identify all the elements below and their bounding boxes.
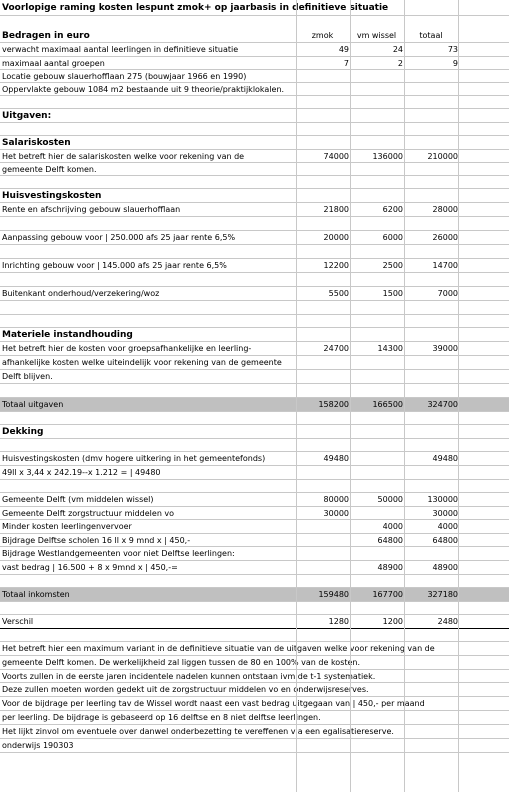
- cell-zmok: [296, 602, 349, 614]
- grid-column-line: [350, 0, 351, 792]
- cell-vm-wissel: [350, 547, 403, 560]
- cell-totaal: 28000: [432, 205, 458, 214]
- cell-totaal: 39000: [432, 344, 458, 353]
- cell-vm-wissel: 2500: [382, 261, 403, 270]
- table-row: [0, 452, 509, 466]
- table-row: [0, 480, 509, 493]
- cell-vm-wissel: 1500: [382, 289, 403, 298]
- cell-totaal: [404, 439, 458, 451]
- cell-totaal: [404, 575, 458, 587]
- table-row: [0, 384, 509, 398]
- cell-zmok: [296, 136, 349, 149]
- table-row: [0, 683, 509, 697]
- table-row: [0, 602, 509, 615]
- header-label: Bedragen in euro: [2, 31, 90, 41]
- table-row: [0, 629, 509, 642]
- cell-vm-wissel: [350, 245, 403, 258]
- cell-vm-wissel: [350, 656, 403, 669]
- cell-zmok: 5500: [328, 289, 349, 298]
- table-row: [0, 575, 509, 588]
- cell-totaal: [404, 697, 458, 710]
- table-row: [0, 466, 509, 480]
- row-label: Locatie gebouw slauerhofflaan 275 (bouwjaar 1966 en 1990): [2, 72, 247, 81]
- table-row: [0, 176, 509, 189]
- cell-totaal: [404, 301, 458, 314]
- cell-vm-wissel: [350, 384, 403, 397]
- cell-vm-wissel: [350, 739, 403, 752]
- cell-zmok: 20000: [323, 233, 349, 242]
- cell-zmok: [296, 697, 349, 710]
- cell-zmok: 21800: [323, 205, 349, 214]
- row-label: maximaal aantal groepen: [2, 59, 105, 68]
- row-label: Huisvestingskosten: [2, 191, 102, 201]
- cell-vm-wissel: [350, 697, 403, 710]
- cell-zmok: [296, 370, 349, 383]
- cell-totaal: [404, 602, 458, 614]
- cell-vm-wissel: [350, 189, 403, 202]
- row-label: Salariskosten: [2, 138, 71, 148]
- row-label: Het betreft hier de salariskosten welke voor rekening van de: [2, 152, 245, 161]
- cell-vm-wissel: [350, 109, 403, 122]
- cell-totaal: [404, 217, 458, 230]
- cell-vm-wissel: 167700: [372, 590, 403, 599]
- cell-zmok: [296, 217, 349, 230]
- cell-zmok: [296, 439, 349, 451]
- row-label: Verschil: [2, 617, 34, 626]
- cell-zmok: 49: [338, 45, 349, 54]
- cell-zmok: [296, 109, 349, 122]
- table-row: [0, 342, 509, 356]
- row-label: Bijdrage Delftse scholen 16 ll x 9 mnd x | 450,-: [2, 536, 191, 545]
- cell-zmok: [296, 629, 349, 641]
- table-row: [0, 96, 509, 109]
- cell-vm-wissel: [350, 315, 403, 327]
- cell-totaal: [404, 425, 458, 438]
- cell-zmok: [296, 480, 349, 492]
- cell-zmok: 74000: [323, 152, 349, 161]
- cell-totaal: 48900: [432, 563, 458, 572]
- cell-zmok: 159480: [318, 590, 349, 599]
- table-row: [0, 273, 509, 287]
- row-label: Minder kosten leerlingenvervoer: [2, 522, 132, 531]
- table-row: [0, 287, 509, 301]
- table-row: [0, 328, 509, 342]
- cell-zmok: 30000: [323, 509, 349, 518]
- cell-totaal: [404, 370, 458, 383]
- cell-vm-wissel: [350, 466, 403, 479]
- row-label: Delft blijven.: [2, 372, 53, 381]
- row-label: Uitgaven:: [2, 111, 52, 121]
- row-label: Buitenkant onderhoud/verzekering/woz: [2, 289, 160, 298]
- cell-vm-wissel: 64800: [377, 536, 403, 545]
- cell-totaal: 4000: [437, 522, 458, 531]
- cell-zmok: [296, 575, 349, 587]
- cell-totaal: [404, 547, 458, 560]
- cell-zmok: [296, 273, 349, 286]
- table-row: [0, 231, 509, 245]
- cell-vm-wissel: [350, 96, 403, 108]
- cell-totaal: [404, 328, 458, 341]
- cell-totaal: [404, 273, 458, 286]
- cell-zmok: [296, 123, 349, 135]
- table-row: [0, 43, 509, 57]
- header-col-zmok: zmok: [311, 31, 334, 40]
- cell-vm-wissel: [350, 328, 403, 341]
- table-row: [0, 493, 509, 507]
- cell-totaal: [404, 670, 458, 682]
- table-row: [0, 245, 509, 259]
- table-row: [0, 123, 509, 136]
- table-row: [0, 670, 509, 683]
- table-row: [0, 547, 509, 561]
- cell-zmok: [296, 70, 349, 82]
- row-label: Bijdrage Westlandgemeenten voor niet Delftse leerlingen:: [2, 549, 235, 558]
- cell-zmok: [296, 245, 349, 258]
- cell-vm-wissel: [350, 452, 403, 465]
- title-row: [0, 0, 509, 16]
- table-row: [0, 57, 509, 70]
- grid-column-line: [296, 0, 297, 792]
- cell-vm-wissel: [350, 370, 403, 383]
- table-row: [0, 697, 509, 711]
- row-label: per leerling. De bijdrage is gebaseerd op 16 delftse en 8 niet delftse leerlingen.: [2, 713, 321, 722]
- cell-vm-wissel: [350, 217, 403, 230]
- cell-zmok: [296, 547, 349, 560]
- cell-totaal: [404, 656, 458, 669]
- row-label: Huisvestingskosten (dmv hogere uitkering in het gemeentefonds): [2, 454, 266, 463]
- row-label: afhankelijke kosten welke uiteindelijk voor rekening van de gemeente: [2, 358, 282, 367]
- cell-totaal: 2480: [437, 617, 458, 626]
- cell-zmok: [296, 83, 349, 95]
- cell-vm-wissel: [350, 602, 403, 614]
- row-label: Het lijkt zinvol om eventuele over danwel onderbezetting te vereffenen via een egalisatiereserve.: [2, 727, 394, 736]
- cell-totaal: 324700: [427, 400, 458, 409]
- cell-vm-wissel: [350, 301, 403, 314]
- cell-totaal: [404, 163, 458, 175]
- cell-vm-wissel: [350, 83, 403, 95]
- sheet-title: Voorlopige raming kosten lespunt zmok+ op jaarbasis in definitieve situatie: [2, 3, 389, 13]
- header-col-totaal: totaal: [419, 31, 443, 40]
- cell-totaal: [404, 109, 458, 122]
- cell-zmok: [296, 534, 349, 546]
- table-row: [0, 70, 509, 83]
- table-row: [0, 656, 509, 670]
- row-label: Voorts zullen in de eerste jaren incidentele nadelen kunnen ontstaan ivm de t-1 systematiek.: [2, 672, 376, 681]
- header-row: [0, 16, 509, 43]
- row-label: Inrichting gebouw voor | 145.000 afs 25 jaar rente 6,5%: [2, 261, 227, 270]
- cell-totaal: [404, 189, 458, 202]
- cell-totaal: 130000: [427, 495, 458, 504]
- cell-totaal: [404, 136, 458, 149]
- cell-vm-wissel: 48900: [377, 563, 403, 572]
- table-row: [0, 588, 509, 602]
- row-label: gemeente Delft komen.: [2, 165, 97, 174]
- table-row: [0, 425, 509, 439]
- table-row: [0, 642, 509, 656]
- table-row: [0, 507, 509, 520]
- cell-totaal: [404, 739, 458, 752]
- cell-zmok: [296, 739, 349, 752]
- row-label: onderwijs 190303: [2, 741, 74, 750]
- table-row: [0, 711, 509, 725]
- cell-vm-wissel: [350, 176, 403, 188]
- cell-vm-wissel: [350, 356, 403, 369]
- cell-totaal: 327180: [427, 590, 458, 599]
- cell-vm-wissel: 14300: [377, 344, 403, 353]
- cell-totaal: [404, 466, 458, 479]
- table-row: [0, 109, 509, 123]
- table-row: [0, 534, 509, 547]
- cell-zmok: [296, 412, 349, 424]
- cell-zmok: [296, 520, 349, 533]
- cell-zmok: 12200: [323, 261, 349, 270]
- cell-vm-wissel: [350, 480, 403, 492]
- cell-vm-wissel: [350, 412, 403, 424]
- cell-totaal: 73: [447, 45, 458, 54]
- grid-column-line: [458, 0, 459, 792]
- cell-totaal: 26000: [432, 233, 458, 242]
- row-label: Voor de bijdrage per leerling tav de Wissel wordt naast een vast bedrag uitgegaan van | 450,- per maand: [2, 699, 425, 708]
- cell-totaal: [404, 725, 458, 738]
- table-row: [0, 356, 509, 370]
- cell-zmok: 158200: [318, 400, 349, 409]
- table-row: [0, 370, 509, 384]
- cell-zmok: 7: [343, 59, 349, 68]
- row-label: Deze zullen moeten worden gedekt uit de zorgstructuur middelen vo en onderwijsreserves.: [2, 685, 369, 694]
- cell-vm-wissel: 136000: [372, 152, 403, 161]
- table-row: [0, 301, 509, 315]
- cell-totaal: [404, 70, 458, 82]
- cell-zmok: [296, 328, 349, 341]
- table-row: [0, 315, 509, 328]
- table-row: [0, 725, 509, 739]
- cell-zmok: [296, 683, 349, 696]
- header-col-vm-wissel: vm wissel: [356, 31, 397, 40]
- cell-zmok: [296, 561, 349, 574]
- cell-totaal: [404, 711, 458, 724]
- grid-column-line: [404, 0, 405, 792]
- cell-vm-wissel: [350, 425, 403, 438]
- cell-zmok: [296, 176, 349, 188]
- cell-vm-wissel: [350, 70, 403, 82]
- row-label: Rente en afschrijving gebouw slauerhofflaan: [2, 205, 181, 214]
- row-label: Totaal inkomsten: [2, 590, 70, 599]
- row-label: gemeente Delft komen. De werkelijkheid zal liggen tussen de 80 en 100% van de kosten.: [2, 658, 361, 667]
- cell-vm-wissel: 2: [397, 59, 403, 68]
- table-row: [0, 259, 509, 273]
- cell-totaal: 30000: [432, 509, 458, 518]
- cell-zmok: 1280: [328, 617, 349, 626]
- cell-vm-wissel: 24: [392, 45, 403, 54]
- cell-vm-wissel: 166500: [372, 400, 403, 409]
- row-label: Totaal uitgaven: [2, 400, 64, 409]
- cell-vm-wissel: [350, 629, 403, 641]
- cell-vm-wissel: [350, 725, 403, 738]
- table-row: [0, 439, 509, 452]
- cell-zmok: 49480: [323, 454, 349, 463]
- cell-vm-wissel: 50000: [377, 495, 403, 504]
- table-row: [0, 189, 509, 203]
- row-label: Het betreft hier een maximum variant in de definitieve situatie van de uitgaven welke voor rekening van de: [2, 644, 435, 653]
- cell-zmok: [296, 466, 349, 479]
- table-row: [0, 520, 509, 534]
- cell-zmok: [296, 656, 349, 669]
- cell-vm-wissel: [350, 163, 403, 175]
- table-row: [0, 150, 509, 163]
- cell-vm-wissel: [350, 575, 403, 587]
- cell-totaal: 9: [452, 59, 458, 68]
- cell-totaal: [404, 176, 458, 188]
- cell-totaal: [404, 683, 458, 696]
- cell-zmok: 80000: [323, 495, 349, 504]
- table-row: [0, 739, 509, 753]
- cell-zmok: [296, 163, 349, 175]
- row-label: Materiele instandhouding: [2, 330, 133, 340]
- row-label: Het betreft hier de kosten voor groepsafhankelijke en leerling-: [2, 344, 252, 353]
- cell-vm-wissel: 1200: [382, 617, 403, 626]
- cell-zmok: [296, 642, 349, 655]
- cell-vm-wissel: [350, 123, 403, 135]
- cell-totaal: 49480: [432, 454, 458, 463]
- row-label: verwacht maximaal aantal leerlingen in definitieve situatie: [2, 45, 239, 54]
- row-label: 49ll x 3,44 x 242.19--x 1.212 = | 49480: [2, 468, 161, 477]
- table-row: [0, 398, 509, 412]
- cell-zmok: 24700: [323, 344, 349, 353]
- cell-totaal: 210000: [427, 152, 458, 161]
- cell-totaal: 14700: [432, 261, 458, 270]
- cell-vm-wissel: 6000: [382, 233, 403, 242]
- row-label: Dekking: [2, 427, 44, 437]
- table-row: [0, 83, 509, 96]
- cell-zmok: [296, 301, 349, 314]
- cell-totaal: [404, 245, 458, 258]
- cell-vm-wissel: [350, 670, 403, 682]
- cell-totaal: [404, 356, 458, 369]
- cell-totaal: [404, 384, 458, 397]
- cell-vm-wissel: 6200: [382, 205, 403, 214]
- cell-vm-wissel: [350, 507, 403, 519]
- cell-totaal: [404, 412, 458, 424]
- cell-zmok: [296, 315, 349, 327]
- table-row: [0, 163, 509, 176]
- cell-vm-wissel: [350, 642, 403, 655]
- table-row: [0, 136, 509, 150]
- row-label: Oppervlakte gebouw 1084 m2 bestaande uit 9 theorie/praktijklokalen.: [2, 85, 285, 94]
- row-label: Gemeente Delft (vm middelen wissel): [2, 495, 154, 504]
- cell-zmok: [296, 356, 349, 369]
- cell-zmok: [296, 384, 349, 397]
- cell-totaal: [404, 96, 458, 108]
- cell-vm-wissel: [350, 439, 403, 451]
- cell-zmok: [296, 96, 349, 108]
- cell-zmok: [296, 189, 349, 202]
- cell-totaal: [404, 83, 458, 95]
- cell-totaal: [404, 123, 458, 135]
- cell-totaal: 7000: [437, 289, 458, 298]
- table-row: [0, 561, 509, 575]
- cell-zmok: [296, 670, 349, 682]
- table-row: [0, 412, 509, 425]
- cell-vm-wissel: [350, 683, 403, 696]
- cell-totaal: [404, 315, 458, 327]
- row-label: vast bedrag | 16.500 + 8 x 9mnd x | 450,-=: [2, 563, 178, 572]
- row-label: Aanpassing gebouw voor | 250.000 afs 25 jaar rente 6,5%: [2, 233, 236, 242]
- cell-totaal: [404, 642, 458, 655]
- cell-vm-wissel: [350, 273, 403, 286]
- cell-zmok: [296, 711, 349, 724]
- cell-totaal: 64800: [432, 536, 458, 545]
- cell-vm-wissel: 4000: [382, 522, 403, 531]
- cell-zmok: [296, 725, 349, 738]
- cell-totaal: [404, 480, 458, 492]
- cell-vm-wissel: [350, 711, 403, 724]
- cell-totaal: [404, 629, 458, 641]
- table-row: [0, 615, 509, 629]
- table-row: [0, 217, 509, 231]
- row-label: Gemeente Delft zorgstructuur middelen vo: [2, 509, 175, 518]
- table-row: [0, 203, 509, 217]
- cell-zmok: [296, 425, 349, 438]
- cell-vm-wissel: [350, 136, 403, 149]
